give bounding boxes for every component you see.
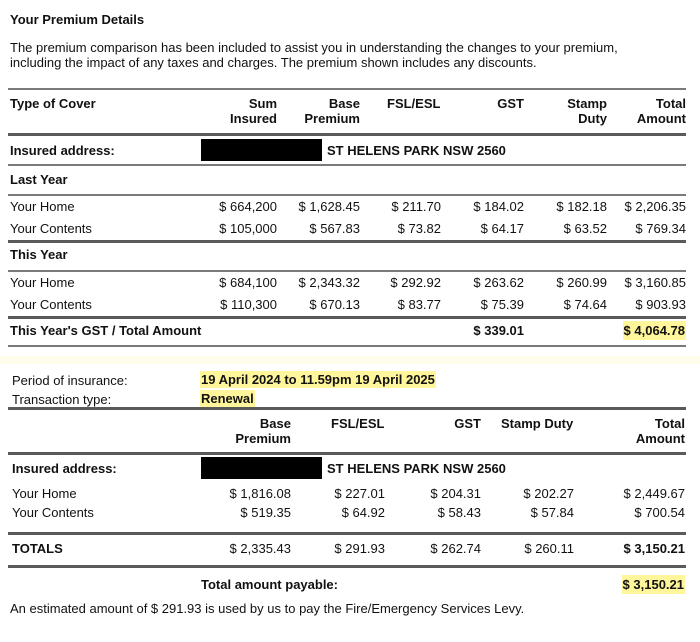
header-total-amount (636, 416, 685, 446)
header-total-amount (637, 96, 686, 126)
redacted-address (201, 457, 322, 479)
section-last-year: Last Year (10, 172, 68, 187)
summary-total: $ 4,064.78 (623, 323, 685, 338)
header-base-line2: Premium (235, 431, 291, 446)
gst: $ 58.43 (437, 505, 481, 520)
gst: $ 75.39 (480, 297, 524, 312)
sum-insured: $ 105,000 (219, 221, 277, 236)
total-amount: $ 3,160.85 (624, 275, 686, 290)
cover-name: Your Contents (12, 505, 94, 520)
header-base-line2: Premium (304, 111, 360, 126)
insured-address-label: Insured address: (10, 143, 115, 158)
divider (8, 133, 686, 136)
stamp-duty: $ 74.64 (563, 297, 607, 312)
divider (8, 270, 686, 272)
total-amount: $ 2,449.67 (623, 486, 685, 501)
totals-base: $ 2,335.43 (229, 541, 291, 556)
base-premium: $ 567.83 (309, 221, 360, 236)
header-fsl-esl: FSL/ESL (331, 416, 385, 431)
gst: $ 184.02 (473, 199, 524, 214)
stamp-duty: $ 182.18 (556, 199, 607, 214)
cover-name: Your Home (10, 199, 75, 214)
header-fsl-esl: FSL/ESL (387, 96, 441, 111)
fsl-esl: $ 83.77 (397, 297, 441, 312)
header-base-premium (304, 96, 360, 126)
totals-fsl: $ 291.93 (334, 541, 385, 556)
insured-address: ST HELENS PARK NSW 2560 (327, 143, 506, 158)
divider (8, 452, 686, 455)
header-total-line2: Amount (635, 431, 685, 446)
divider (8, 532, 686, 535)
totals-stamp: $ 260.11 (524, 541, 574, 556)
stamp-duty: $ 57.84 (530, 505, 574, 520)
totals-label: TOTALS (12, 541, 63, 556)
cover-name: Your Contents (10, 221, 92, 236)
header-stamp-duty (567, 96, 607, 126)
divider (8, 316, 686, 319)
header-stamp-line2: Duty (578, 111, 607, 126)
header-total-line1: Total (655, 96, 686, 111)
stamp-duty: $ 260.99 (556, 275, 607, 290)
header-base-premium (235, 416, 291, 446)
base-premium: $ 1,628.45 (298, 199, 360, 214)
sum-insured: $ 664,200 (219, 199, 277, 214)
base-premium: $ 2,343.32 (298, 275, 360, 290)
divider (8, 345, 686, 347)
redacted-address (201, 139, 322, 161)
header-stamp-duty: Stamp Duty (501, 416, 574, 431)
totals-gst: $ 262.74 (430, 541, 481, 556)
insured-address-label: Insured address: (12, 461, 117, 476)
gst: $ 64.17 (480, 221, 524, 236)
page-title: Your Premium Details (10, 12, 145, 27)
header-sum-line2: Insured (230, 111, 277, 126)
fsl-esl: $ 292.92 (390, 275, 441, 290)
intro-text (10, 40, 618, 70)
divider (8, 194, 686, 196)
header-sum-line1: Sum (248, 96, 277, 111)
stamp-duty: $ 63.52 (563, 221, 607, 236)
divider (8, 565, 686, 568)
intro-line-1: The premium comparison has been included to assist you in understanding the changes to your premium, (10, 40, 618, 55)
page-break-band (0, 356, 700, 364)
fsl-esl: $ 73.82 (397, 221, 441, 236)
total-amount: $ 700.54 (634, 505, 685, 520)
fsl-esl: $ 64.92 (341, 505, 385, 520)
cover-name: Your Contents (10, 297, 92, 312)
sum-insured: $ 110,300 (220, 297, 277, 312)
header-gst: GST (454, 416, 481, 431)
header-total-line2: Amount (636, 111, 686, 126)
section-this-year: This Year (10, 247, 68, 262)
transaction-value: Renewal (201, 391, 254, 406)
base-premium: $ 1,816.08 (229, 486, 291, 501)
totals-total: $ 3,150.21 (623, 541, 685, 556)
header-base-line1: Base (328, 96, 360, 111)
header-sum-insured (230, 96, 277, 126)
header-total-line1: Total (654, 416, 685, 431)
base-premium: $ 519.35 (240, 505, 291, 520)
divider (8, 240, 686, 243)
summary-gst: $ 339.01 (473, 323, 524, 338)
sum-insured: $ 684,100 (219, 275, 277, 290)
divider (8, 407, 686, 410)
period-value: 19 April 2024 to 11.59pm 19 April 2025 (201, 372, 435, 387)
base-premium: $ 670.13 (309, 297, 360, 312)
gst: $ 263.62 (473, 275, 524, 290)
header-type-of-cover: Type of Cover (10, 96, 96, 111)
header-base-line1: Base (259, 416, 291, 431)
fsl-esl: $ 227.01 (334, 486, 385, 501)
transaction-label: Transaction type: (12, 392, 112, 407)
payable-value: $ 3,150.21 (622, 577, 684, 592)
period-label: Period of insurance: (12, 373, 128, 388)
summary-label: This Year's GST / Total Amount (10, 323, 202, 338)
intro-line-2: including the impact of any taxes and charges. The premium shown includes any discounts. (10, 55, 537, 70)
total-amount: $ 903.93 (635, 297, 686, 312)
fsl-esl: $ 211.70 (391, 199, 441, 214)
fsl-note: An estimated amount of $ 291.93 is used by us to pay the Fire/Emergency Services Levy. (10, 601, 525, 616)
divider (8, 88, 686, 90)
divider (8, 164, 686, 166)
gst: $ 204.31 (430, 486, 481, 501)
total-amount: $ 769.34 (635, 221, 686, 236)
header-gst: GST (497, 96, 524, 111)
total-amount: $ 2,206.35 (624, 199, 686, 214)
payable-label: Total amount payable: (201, 577, 338, 592)
cover-name: Your Home (10, 275, 75, 290)
header-stamp-line1: Stamp (567, 96, 607, 111)
stamp-duty: $ 202.27 (523, 486, 574, 501)
cover-name: Your Home (12, 486, 77, 501)
insured-address: ST HELENS PARK NSW 2560 (327, 461, 506, 476)
